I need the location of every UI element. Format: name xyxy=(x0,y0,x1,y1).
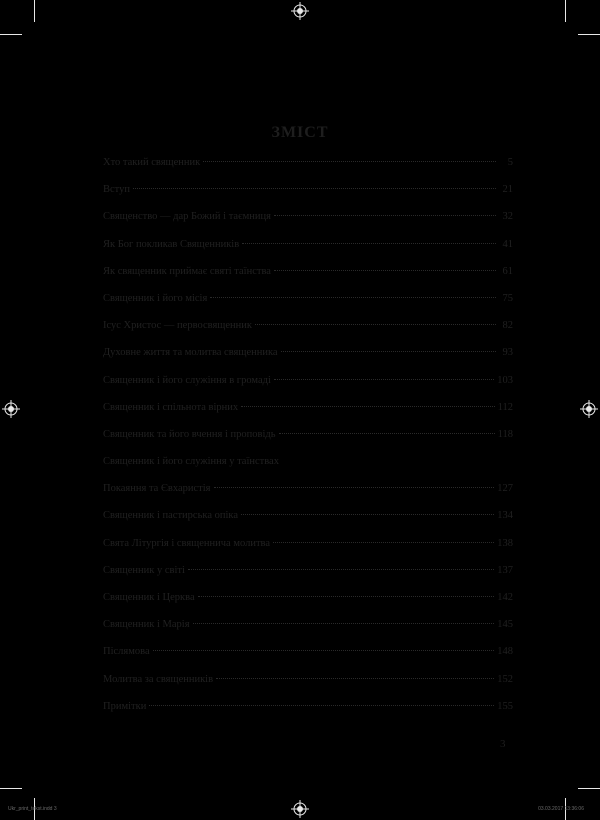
toc-entry-title: Священник у світі xyxy=(103,564,185,576)
toc-entry-title: Свята Літургія і священнича молитва xyxy=(103,537,271,549)
print-slug-date: 03.03.2017 13:36:06 xyxy=(538,806,584,812)
toc-entry-title: Священник і Марія xyxy=(103,619,190,631)
toc-entry xyxy=(103,482,513,509)
toc-entry-page: 5 xyxy=(507,157,513,168)
toc-entry-page: 61 xyxy=(502,265,513,277)
toc-entry xyxy=(103,346,513,373)
toc-entry-page: 127 xyxy=(497,483,513,495)
toc-entry-page: 118 xyxy=(497,428,513,440)
toc-entry-page: 41 xyxy=(502,238,513,250)
toc-entry xyxy=(103,509,513,536)
toc-entry xyxy=(103,292,513,319)
toc-entry-title: Примітки xyxy=(103,700,147,712)
crop-mark xyxy=(0,788,22,789)
crop-mark xyxy=(578,34,600,35)
dot-leader xyxy=(281,351,496,352)
table-of-contents xyxy=(103,156,513,727)
toc-entry-title: Хто такий священник xyxy=(103,157,201,168)
crop-mark xyxy=(578,788,600,789)
toc-entry-page: 145 xyxy=(497,619,513,631)
toc-entry xyxy=(103,618,513,645)
toc-entry xyxy=(103,238,513,265)
dot-leader xyxy=(274,270,496,271)
toc-entry-title: Молитва за священників xyxy=(103,673,214,685)
toc-entry-title: Як священник приймає святі таїнства xyxy=(103,265,271,277)
registration-mark-icon xyxy=(580,400,598,418)
toc-entry xyxy=(103,700,513,727)
toc-entry-title: Духовне життя та молитва священника xyxy=(103,347,278,359)
toc-entry xyxy=(103,673,513,700)
toc-entry-page: 93 xyxy=(502,347,513,359)
toc-entry-title: Священник і спільнота вірних xyxy=(103,401,239,413)
toc-entry-page: 112 xyxy=(497,401,513,413)
toc-entry xyxy=(103,319,513,346)
dot-leader xyxy=(273,542,494,543)
toc-entry xyxy=(103,645,513,672)
page-title: ЗМІСТ xyxy=(271,124,329,141)
dot-leader xyxy=(241,514,494,515)
toc-entry-title: Священник і його служіння в громаді xyxy=(103,374,271,386)
toc-entry-page: 21 xyxy=(502,184,513,196)
toc-entry-title: Священство — дар Божий і таємниця xyxy=(103,211,271,223)
dot-leader xyxy=(149,705,494,706)
toc-entry-page: 142 xyxy=(497,592,513,603)
crop-mark xyxy=(0,34,22,35)
toc-entry-title: Вступ xyxy=(103,184,130,196)
crop-mark xyxy=(34,0,35,22)
toc-entry-page: 148 xyxy=(497,646,513,658)
toc-entry xyxy=(103,455,513,482)
toc-entry-page: 134 xyxy=(497,510,513,522)
toc-entry xyxy=(103,537,513,564)
crop-mark xyxy=(565,0,566,22)
toc-entry-page: 75 xyxy=(502,292,513,304)
dot-leader xyxy=(216,678,494,679)
dot-leader xyxy=(274,215,496,216)
registration-mark-icon xyxy=(291,800,309,818)
toc-entry-page: 32 xyxy=(502,211,513,223)
dot-leader xyxy=(203,161,496,162)
dot-leader xyxy=(133,188,496,189)
dot-leader xyxy=(198,596,495,597)
toc-entry-page: 82 xyxy=(502,320,513,332)
dot-leader xyxy=(241,406,495,407)
toc-entry-page: 138 xyxy=(497,537,513,549)
dot-leader xyxy=(210,297,496,298)
toc-entry-title: Ісус Христос — первосвященник xyxy=(103,320,252,332)
toc-entry-title: Післямова xyxy=(103,646,150,658)
toc-entry-title: Священник та його вчення і проповідь xyxy=(103,428,276,440)
toc-entry xyxy=(103,210,513,237)
toc-entry-title: Покаяння та Євхаристія xyxy=(103,483,211,495)
dot-leader xyxy=(214,487,495,488)
dot-leader xyxy=(279,433,495,434)
toc-entry-title: Як Бог покликав Священників xyxy=(103,238,240,250)
toc-entry xyxy=(103,265,513,292)
dot-leader xyxy=(188,569,494,570)
toc-entry-page: 103 xyxy=(497,374,513,386)
registration-mark-icon xyxy=(291,2,309,20)
toc-entry-page: 137 xyxy=(497,564,513,576)
toc-entry xyxy=(103,401,513,428)
toc-entry-title: Священник і пастирська опіка xyxy=(103,510,238,522)
page-number: 3 xyxy=(500,738,506,750)
toc-entry-title: Священник і його служіння у таїнствах xyxy=(103,456,279,468)
toc-entry-title: Священник і Церква xyxy=(103,592,195,603)
toc-entry-page: 152 xyxy=(497,673,513,685)
toc-entry xyxy=(103,564,513,591)
toc-entry xyxy=(103,428,513,455)
toc-entry xyxy=(103,156,513,183)
registration-mark-icon xyxy=(2,400,20,418)
dot-leader xyxy=(193,623,495,624)
dot-leader xyxy=(242,243,496,244)
toc-entry xyxy=(103,591,513,618)
print-slug-file: Ukr_print_tekst.indd 3 xyxy=(8,806,57,812)
toc-entry xyxy=(103,374,513,401)
dot-leader xyxy=(255,324,496,325)
toc-entry-page: 155 xyxy=(497,700,513,712)
toc-entry-title: Священник і його місія xyxy=(103,292,208,304)
dot-leader xyxy=(153,650,495,651)
toc-entry xyxy=(103,183,513,210)
dot-leader xyxy=(274,379,494,380)
